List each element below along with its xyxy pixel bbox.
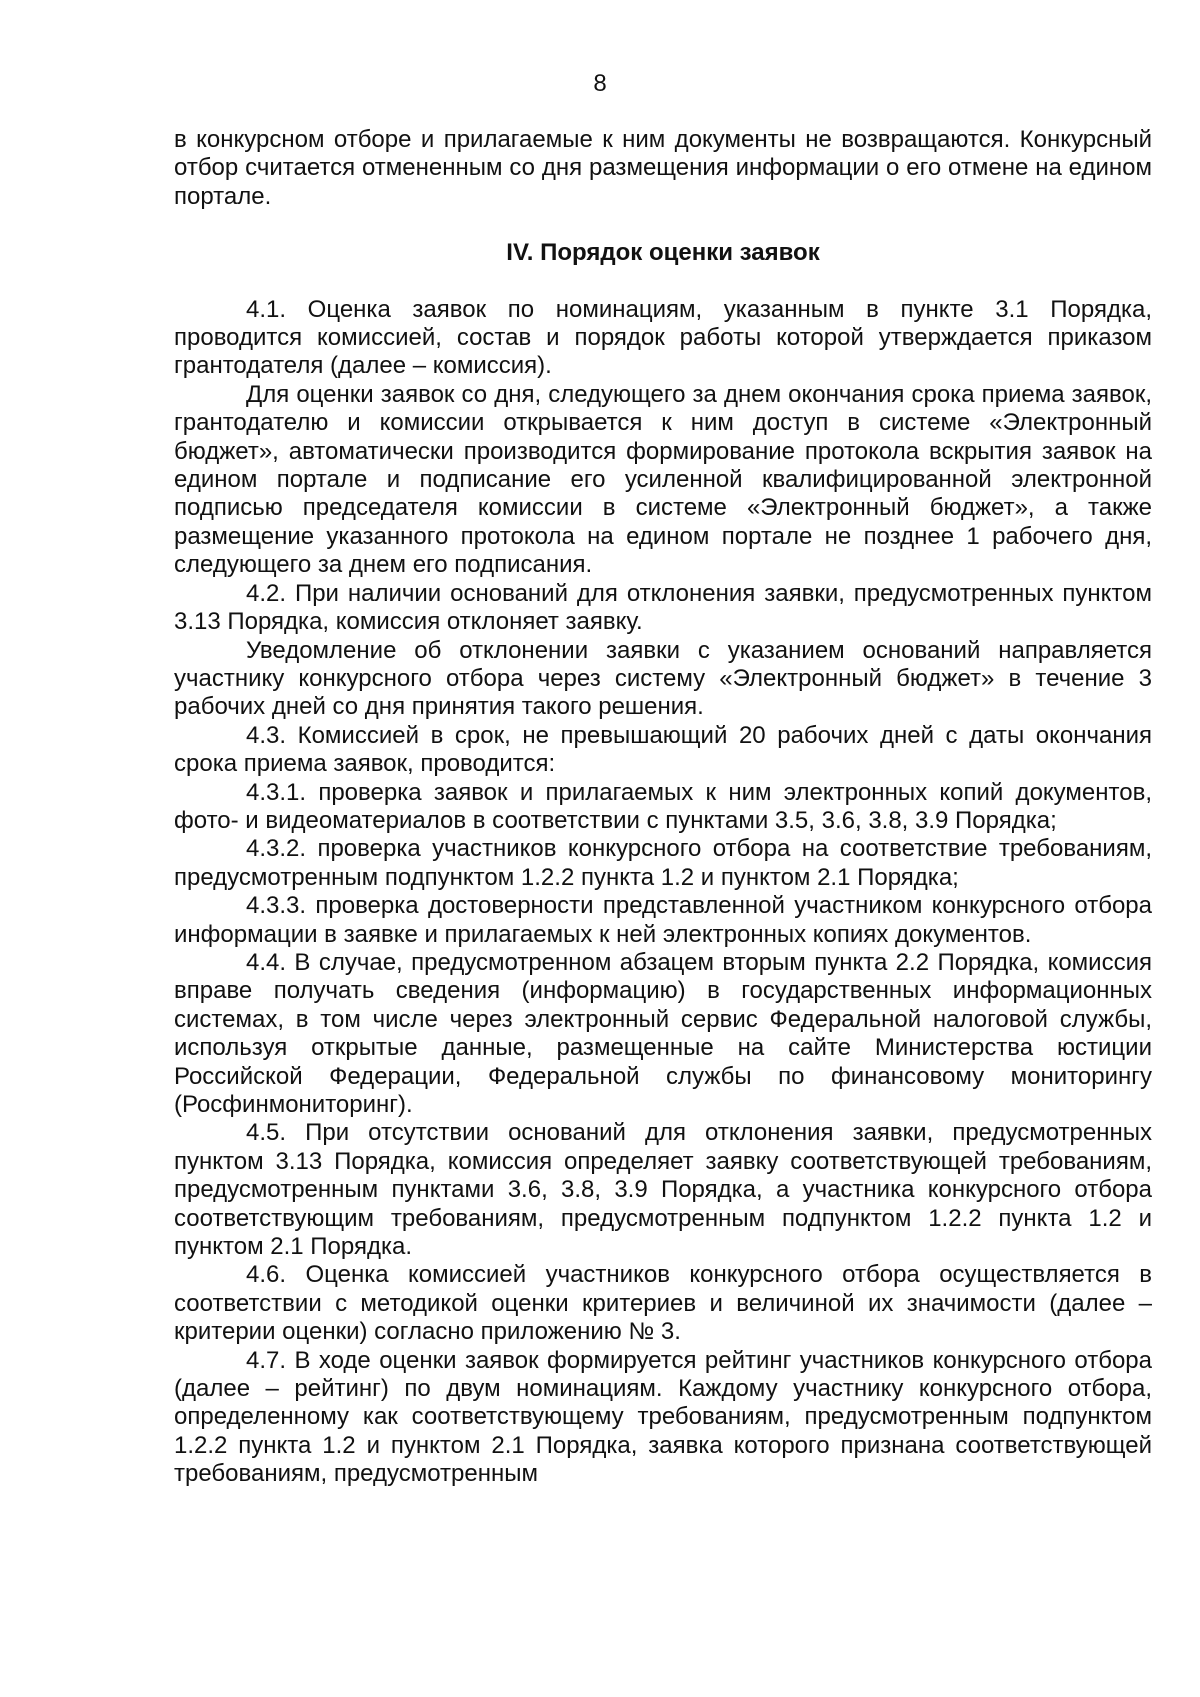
paragraph-4-3-2: 4.3.2. проверка участников конкурсного отбора на соответствие требованиям, предусмотренным подпунктом 1.2.2 пункта 1.2 и пунктом 2.1 Порядка; bbox=[174, 835, 1152, 891]
paragraph-4-2-notice: Уведомление об отклонении заявки с указанием оснований направляется участнику конкурсного отбора через систему «Электронный бюджет» в течение 3 рабочих дней со дня принятия такого решения. bbox=[174, 636, 1152, 721]
section-title: IV. Порядок оценки заявок bbox=[506, 239, 820, 267]
paragraph-4-3-3: 4.3.3. проверка достоверности представленной участником конкурсного отбора информации в заявке и прилагаемых к ней электронных копиях документов. bbox=[174, 892, 1152, 948]
paragraph-4-7: 4.7. В ходе оценки заявок формируется рейтинг участников конкурсного отбора (далее – рейтинг) по двум номинациям. Каждому участнику конкурсного отбора, определенному как соответствующему требованиям, предусмотренным подпунктом 1.2.2 пункта 1.2 и пунктом 2.1 Порядка, заявка которого признана соответствующей требованиям, предусмотренным bbox=[174, 1346, 1152, 1488]
document-body bbox=[174, 126, 1152, 1489]
paragraph-4-5: 4.5. При отсутствии оснований для отклонения заявки, предусмотренных пунктом 3.13 Порядка, комиссия определяет заявку соответствующей требованиям, предусмотренным пунктами 3.6, 3.8, 3.9 Порядка, а участника конкурсного отбора соответствующим требованиям, предусмотренным подпунктом 1.2.2 пункта 1.2 и пунктом 2.1 Порядка. bbox=[174, 1119, 1152, 1261]
paragraph-4-2: 4.2. При наличии оснований для отклонения заявки, предусмотренных пунктом 3.13 Порядка, комиссия отклоняет заявку. bbox=[174, 579, 1152, 636]
paragraph-4-4: 4.4. В случае, предусмотренном абзацем вторым пункта 2.2 Порядка, комиссия вправе получать сведения (информацию) в государственных информационных системах, в том числе через электронный сервис Федеральной налоговой службы, используя открытые данные, размещенные на сайте Министерства юстиции Российской Федерации, Федеральной службы по финансовому мониторингу (Росфинмониторинг). bbox=[174, 948, 1152, 1118]
paragraph-4-3: 4.3. Комиссией в срок, не превышающий 20 рабочих дней с даты окончания срока приема заявок, проводится: bbox=[174, 721, 1152, 778]
paragraph-4-3-1: 4.3.1. проверка заявок и прилагаемых к ним электронных копий документов, фото- и видеоматериалов в соответствии с пунктами 3.5, 3.6, 3.8, 3.9 Порядка; bbox=[174, 778, 1152, 834]
intro-paragraph: в конкурсном отборе и прилагаемые к ним документы не возвращаются. Конкурсный отбор считается отмененным со дня размещения информации о его отмене на едином портале. bbox=[174, 126, 1152, 210]
paragraph-4-1: 4.1. Оценка заявок по номинациям, указанным в пункте 3.1 Порядка, проводится комиссией, состав и порядок работы которой утверждается приказом грантодателя (далее – комиссия). bbox=[174, 295, 1152, 380]
paragraph-4-6: 4.6. Оценка комиссией участников конкурсного отбора осуществляется в соответствии с методикой оценки критериев и величиной их значимости (далее – критерии оценки) согласно приложению № 3. bbox=[174, 1261, 1152, 1346]
paragraph-4-1-access: Для оценки заявок со дня, следующего за днем окончания срока приема заявок, грантодателю и комиссии открывается к ним доступ в системе «Электронный бюджет», автоматически производится формирование протокола вскрытия заявок на едином портале и подписание его усиленной квалифицированной электронной подписью председателя комиссии в системе «Электронный бюджет», а также размещение указанного протокола на едином портале не позднее 1 рабочего дня, следующего за днем его подписания. bbox=[174, 380, 1152, 579]
page-number: 8 bbox=[593, 70, 607, 97]
